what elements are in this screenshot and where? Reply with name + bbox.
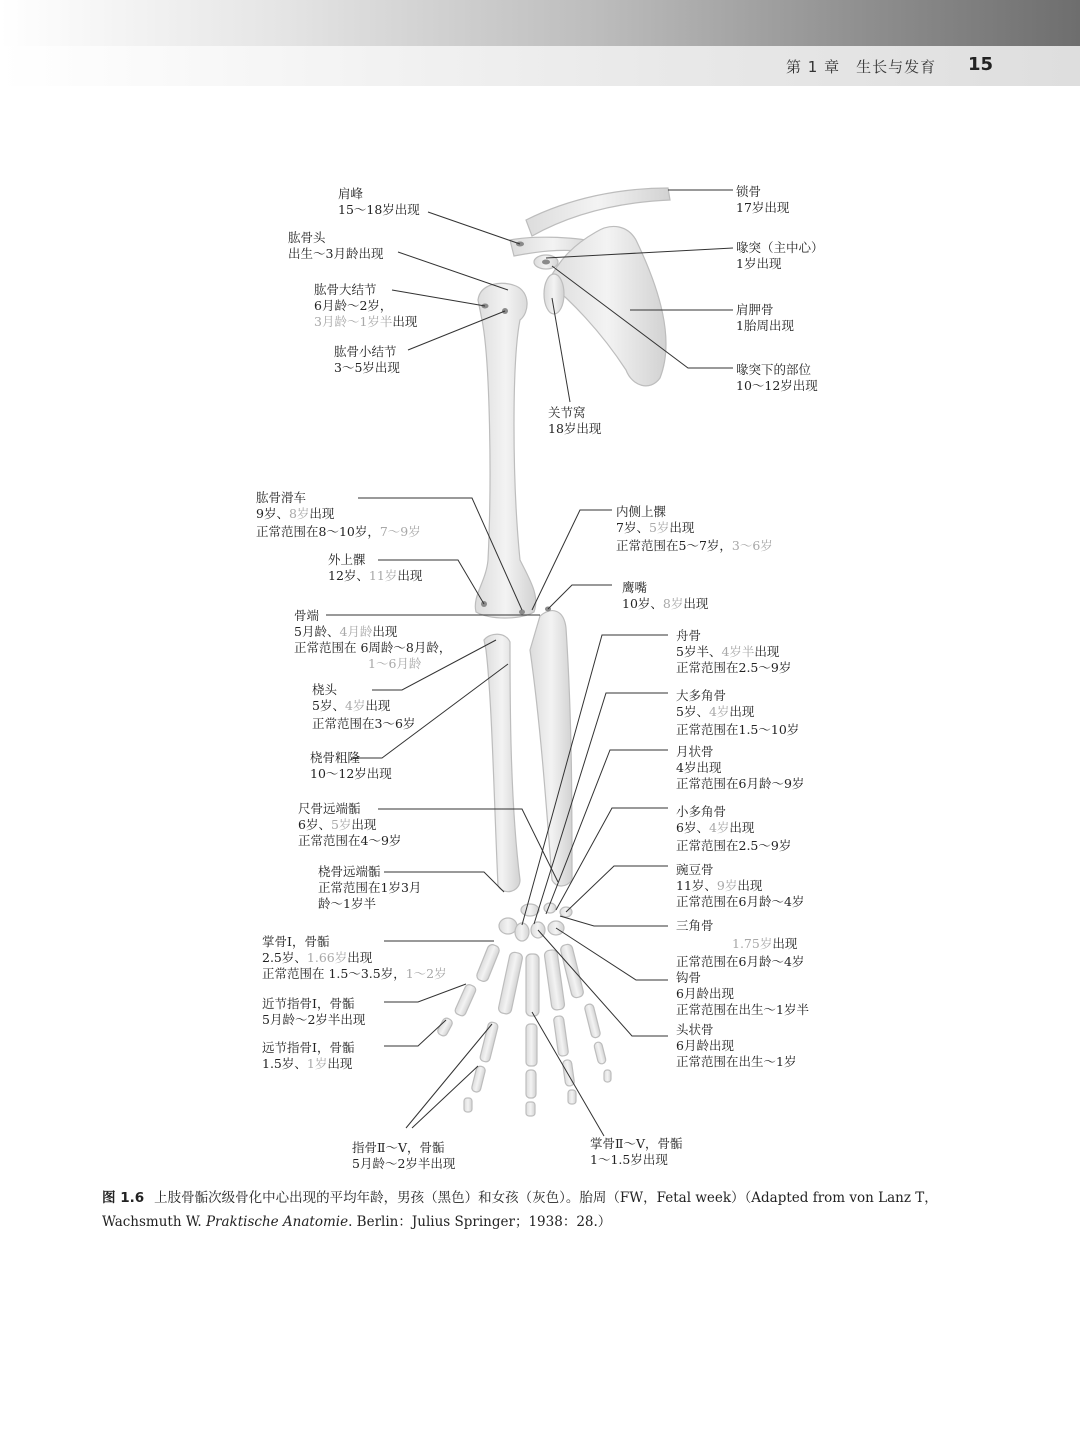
figure-caption — [102, 1186, 992, 1234]
label-capitate: 头状骨 6月龄出现 正常范围在出生～1岁 — [676, 1022, 797, 1069]
label-scapula: 肩胛骨 1胎周出现 — [736, 302, 794, 333]
phalanx-bone — [471, 1065, 486, 1092]
label-scaphoid: 舟骨 5岁半、4岁半出现 正常范围在2.5～9岁 — [676, 628, 792, 675]
phalanx-bone — [526, 1070, 536, 1098]
label-hamate: 钩骨 6月龄出现 正常范围在出生～1岁半 — [676, 970, 809, 1017]
caption-citation: . Berlin：Julius Springer；1938：28.） — [348, 1214, 612, 1230]
phalanx-bone — [526, 1024, 537, 1066]
leader-glenoid — [552, 298, 570, 402]
label-lunate: 月状骨 4岁出现 正常范围在6月龄～9岁 — [676, 744, 805, 791]
metacarpal-bone — [544, 949, 565, 1010]
leader-medial-epicondyle — [532, 510, 612, 610]
leader-phalanges-2-5b — [412, 1066, 478, 1128]
label-capitulum: 骨端 5月龄、4月龄出现 正常范围在 6周龄～8月龄， 1～6月龄 — [294, 608, 452, 671]
caption-text: 上肢骨骺次级骨化中心出现的平均年龄，男孩（黑色）和女孩（灰色）。胎周（FW，Fetal week）（Adapted from von Lanz T，Wachsmuth W. — [102, 1190, 938, 1230]
carpal-bone — [521, 904, 539, 916]
label-distal-ulna: 尺骨远端骺 6岁、5岁出现 正常范围在4～9岁 — [298, 801, 402, 848]
page-number: 15 — [968, 54, 994, 75]
radius-bone — [484, 634, 520, 891]
label-metacarpals-2-5: 掌骨Ⅱ～Ⅴ，骨骺 1～1.5岁出现 — [590, 1136, 683, 1167]
humerus-bone — [475, 283, 536, 618]
leader-distal-phalanx-1 — [384, 1020, 446, 1046]
carpal-bone — [515, 923, 529, 941]
phalanx-bone — [584, 1003, 601, 1038]
label-trapezoid: 小多角骨 6岁、4岁出现 正常范围在2.5～9岁 — [676, 804, 792, 853]
label-clavicle: 锁骨 17岁出现 — [736, 184, 790, 215]
phalanx-bone — [553, 1015, 568, 1056]
metacarpal-bone — [560, 943, 585, 998]
label-medial-epicondyle: 内侧上髁 7岁、5岁出现 正常范围在5～7岁，3～6岁 — [616, 504, 773, 553]
label-radial-head: 桡头 5岁、4岁出现 正常范围在3～6岁 — [312, 682, 416, 731]
label-greater-tubercle: 肱骨大结节 6月龄～2岁， 3月龄～1岁半出现 — [314, 282, 418, 329]
leader-proximal-phalanx-1 — [384, 984, 466, 1002]
figure-number: 图 1.6 — [102, 1190, 145, 1206]
phalanx-bone — [464, 1098, 472, 1112]
leader-acromion — [428, 212, 520, 244]
leader-trapezoid — [556, 808, 668, 910]
phalanx-bone — [526, 1102, 535, 1116]
phalanx-bone — [568, 1090, 576, 1104]
label-distal-phalanx-1: 远节指骨Ⅰ，骨骺 1.5岁、1岁出现 — [262, 1040, 355, 1071]
label-trochlea: 肱骨滑车 9岁、8岁出现 正常范围在8～10岁，7～9岁 — [256, 490, 421, 539]
caption-book-title: Praktische Anatomie — [205, 1214, 349, 1230]
metacarpal-bone — [526, 954, 539, 1016]
metacarpal-bone — [498, 951, 524, 1014]
label-triquetrum: 三角骨 1.75岁出现 正常范围在6月龄～4岁 — [676, 918, 805, 969]
leader-triquetrum — [560, 916, 668, 926]
label-coracoid-main: 喙突（主中心） 1岁出现 — [736, 240, 824, 271]
label-distal-radius: 桡骨远端骺 正常范围在1岁3月 龄～1岁半 — [318, 864, 422, 911]
carpal-bone — [499, 918, 517, 934]
ulna-bone — [530, 611, 572, 886]
phalanx-bone — [454, 983, 477, 1017]
phalanx-bone — [593, 1041, 606, 1064]
label-olecranon: 鹰嘴 10岁、8岁出现 — [622, 580, 709, 611]
label-subcoracoid: 喙突下的部位 10～12岁出现 — [736, 362, 818, 393]
label-lesser-tubercle: 肱骨小结节 3～5岁出现 — [334, 344, 400, 375]
clavicle-bone — [526, 188, 670, 236]
phalanx-bone — [604, 1070, 611, 1082]
label-lateral-epicondyle: 外上髁 12岁、11岁出现 — [328, 552, 423, 583]
label-proximal-phalanx-1: 近节指骨Ⅰ，骨骺 5月龄～2岁半出现 — [262, 996, 366, 1027]
label-acromion: 肩峰 15～18岁出现 — [338, 186, 420, 217]
label-pisiform: 豌豆骨 11岁、9岁出现 正常范围在6月龄～4岁 — [676, 862, 805, 909]
leader-olecranon — [548, 585, 612, 609]
metacarpal-bone — [475, 943, 500, 983]
label-phalanges-2-5: 指骨Ⅱ～Ⅴ，骨骺 5月龄～2岁半出现 — [352, 1140, 456, 1171]
label-radial-tuberosity: 桡骨粗隆 10～12岁出现 — [310, 750, 392, 781]
label-metacarpal-1: 掌骨Ⅰ，骨骺 2.5岁、1.66岁出现 正常范围在 1.5～3.5岁，1～2岁 — [262, 934, 447, 981]
label-humeral-head: 肱骨头 出生～3月龄出现 — [288, 230, 384, 261]
label-glenoid: 关节窝 18岁出现 — [548, 405, 602, 436]
leader-pisiform — [566, 866, 668, 912]
chapter-title: 第 1 章 生长与发育 — [786, 58, 937, 76]
label-trapezium: 大多角骨 5岁、4岁出现 正常范围在1.5～10岁 — [676, 688, 800, 737]
